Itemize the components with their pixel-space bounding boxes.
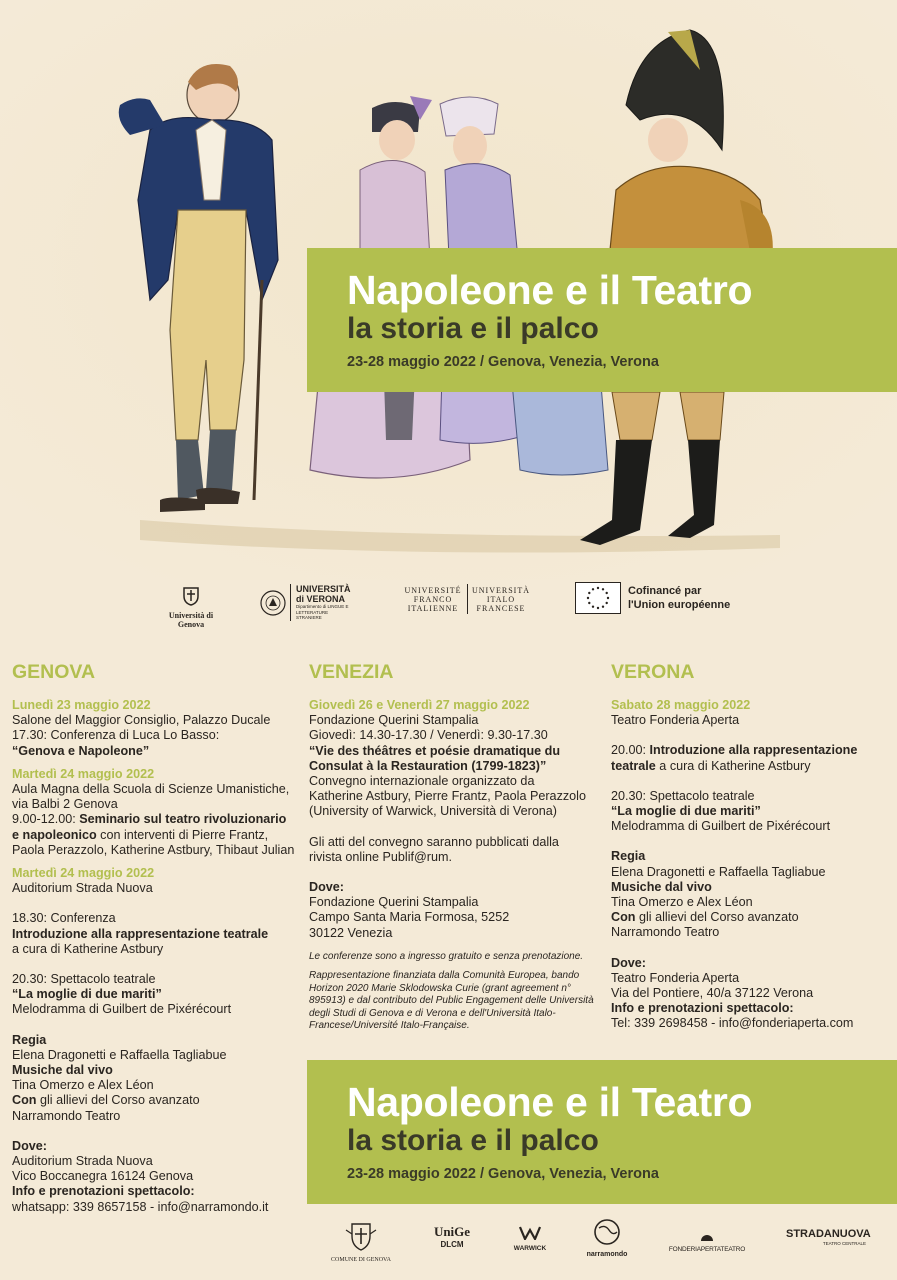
address-line: Via del Pontiere, 40/a 37122 Verona [611, 986, 814, 1001]
sponsor-logos-row [0, 1214, 897, 1280]
event-title: Napoleone e il Teatro [347, 267, 753, 313]
address-label: Dove: [611, 955, 646, 970]
date-line: Lunedì 23 maggio 2022 [12, 698, 151, 712]
date-line: Giovedì 26 e Venerdì 27 maggio 2022 [309, 698, 530, 712]
unige-crest-icon [182, 586, 200, 606]
time-line: 20.30: Spettacolo teatrale [12, 972, 156, 987]
seminar-line: 9.00-12.00: Seminario sul teatro rivoluzionario [12, 812, 287, 827]
fonderia-aperta-logo: FONDERIAPERTATEATRO [664, 1228, 750, 1254]
talk-line: 20.00: Introduzione alla rappresentazione [611, 743, 858, 758]
venue-line: via Balbi 2 Genova [12, 797, 118, 812]
address-line: Vico Boccanegra 16124 Genova [12, 1169, 194, 1184]
comune-crest-icon [344, 1220, 378, 1252]
credits-value: Tina Omerzo e Alex Léon [12, 1078, 154, 1093]
credits-value: Elena Dragonetti e Raffaella Tagliabue [611, 864, 826, 879]
credits-label: Musiche dal vivo [611, 879, 712, 894]
partner-logos-row: Università di Genova UNIVERSITÀ di VERONA Dipartimento di LINGUE E LETTERATURE STRANIERE UNIVERSITÉ FRANCO ITALIENNE UNIVERSITÀ ITALO FRANCESE Cofinancé par l'Union européenne [168, 584, 731, 629]
time-line: 17.30: Conferenza di Luca Lo Basso: [12, 728, 220, 743]
speaker-line: a cura di Katherine Astbury [12, 941, 164, 956]
info-label: Info e prenotazioni spettacolo: [611, 1001, 794, 1016]
event-dates: 23-28 maggio 2022 / Genova, Venezia, Verona [347, 354, 659, 370]
free-entry-note: Le conferenze sono a ingresso gratuito e senza prenotazione. [309, 950, 584, 962]
text-line: Gli atti del convegno saranno pubblicati dalla [309, 834, 559, 849]
genova-column [12, 660, 302, 1215]
address-label: Dove: [12, 1138, 47, 1153]
credits-value: Elena Dragonetti e Raffaella Tagliabue [12, 1047, 227, 1062]
narramondo-globe-icon [593, 1218, 621, 1246]
city-heading-venezia: VENEZIA [309, 661, 394, 683]
event-subtitle: la storia e il palco [347, 312, 599, 345]
address-line: Teatro Fonderia Aperta [611, 970, 740, 985]
venue-line: Teatro Fonderia Aperta [611, 713, 740, 728]
title-banner-top [307, 248, 897, 392]
event-dates: 23-28 maggio 2022 / Genova, Venezia, Verona [347, 1166, 659, 1182]
eu-flag-icon [575, 582, 621, 614]
play-title: “La moglie di due mariti” [611, 804, 761, 819]
venue-line: Fondazione Querini Stampalia [309, 713, 479, 728]
text-line: Katherine Astbury, Pierre Frantz, Paola Perazzolo [309, 789, 586, 804]
info-label: Info e prenotazioni spettacolo: [12, 1184, 195, 1199]
contact-info: whatsapp: 339 8657158 - info@narramondo.it [12, 1199, 269, 1214]
conference-title: Consulat à la Restauration (1799-1823)” [309, 758, 547, 773]
venezia-column [309, 660, 601, 1033]
company-name: Narramondo Teatro [12, 1108, 121, 1123]
comune-genova-logo: COMUNE DI GENOVA [326, 1220, 396, 1264]
date-line: Sabato 28 maggio 2022 [611, 698, 751, 712]
warwick-mark-icon [519, 1226, 541, 1240]
verona-column [611, 660, 891, 1032]
talk-title: “Genova e Napoleone” [12, 743, 150, 758]
text-line: rivista online Publif@rum. [309, 849, 452, 864]
address-line: Auditorium Strada Nuova [12, 1154, 153, 1169]
funding-note: Rappresentazione finanziata dalla Comunità Europea, bando Horizon 2020 Marie Sklodowska Curie (grant agreement n° 895913) e dal contributo del Public Engagement delle Università degli Studi di Genova e di Verona e dell'Università Italo-Francese/Université Italo-Française. [309, 970, 594, 1032]
contact-info: Tel: 339 2698458 - info@fonderiaperta.com [611, 1016, 854, 1031]
title-banner-bottom [307, 1060, 897, 1204]
narramondo-logo: narramondo [584, 1218, 630, 1259]
address-label: Dove: [309, 880, 344, 895]
address-line: Fondazione Querini Stampalia [309, 895, 479, 910]
warwick-logo: WARWICK [508, 1226, 552, 1253]
city-heading-genova: GENOVA [12, 661, 96, 683]
address-line: Campo Santa Maria Formosa, 5252 [309, 910, 510, 925]
unige-dlcm-logo: UniGe DLCM [433, 1224, 471, 1249]
play-title: “La moglie di due mariti” [12, 987, 162, 1002]
unige-logo: Università di Genova [168, 586, 214, 629]
seminar-line: e napoleonico con interventi di Pierre Frantz, [12, 827, 269, 842]
venue-line: Salone del Maggior Consiglio, Palazzo Ducale [12, 713, 271, 728]
text-line: (University of Warwick, Università di Verona) [309, 804, 557, 819]
text-line: Convegno internazionale organizzato da [309, 774, 535, 789]
credits-label: Regia [611, 849, 646, 864]
time-line: 18.30: Conferenza [12, 911, 116, 926]
credits-label: Musiche dal vivo [12, 1063, 113, 1078]
conference-title: “Vie des théâtres et poésie dramatique du [309, 743, 561, 758]
stradanuova-logo: STRADANUOVA TEATRO CENTRALE [786, 1228, 871, 1246]
fonderia-sun-icon [700, 1233, 714, 1241]
company-name: Narramondo Teatro [611, 925, 720, 940]
play-author: Melodramma di Guilbert de Pixérécourt [611, 819, 831, 834]
date-line: Martedì 24 maggio 2022 [12, 766, 155, 781]
univr-seal-icon [260, 590, 286, 616]
speakers-line: Paola Perazzolo, Katherine Astbury, Thibaut Julian [12, 842, 295, 857]
venue-line: Aula Magna della Scuola di Scienze Umanistiche, [12, 782, 290, 797]
credits-line: Con gli allievi del Corso avanzato [12, 1093, 200, 1108]
address-line: 30122 Venezia [309, 925, 393, 940]
talk-line: teatrale a cura di Katherine Astbury [611, 758, 811, 773]
time-line: Giovedì: 14.30-17.30 / Venerdì: 9.30-17.30 [309, 728, 548, 743]
credits-line: Con gli allievi del Corso avanzato [611, 910, 799, 925]
time-line: 20.30: Spettacolo teatrale [611, 788, 755, 803]
play-author: Melodramma di Guilbert de Pixérécourt [12, 1002, 232, 1017]
credits-label: Regia [12, 1032, 47, 1047]
talk-title: Introduzione alla rappresentazione teatrale [12, 926, 269, 941]
date-line: Martedì 24 maggio 2022 [12, 866, 155, 881]
event-subtitle: la storia e il palco [347, 1124, 599, 1157]
event-title: Napoleone e il Teatro [347, 1079, 753, 1125]
venue-line: Auditorium Strada Nuova [12, 881, 153, 896]
credits-value: Tina Omerzo e Alex Léon [611, 895, 753, 910]
city-heading-verona: VERONA [611, 661, 695, 683]
